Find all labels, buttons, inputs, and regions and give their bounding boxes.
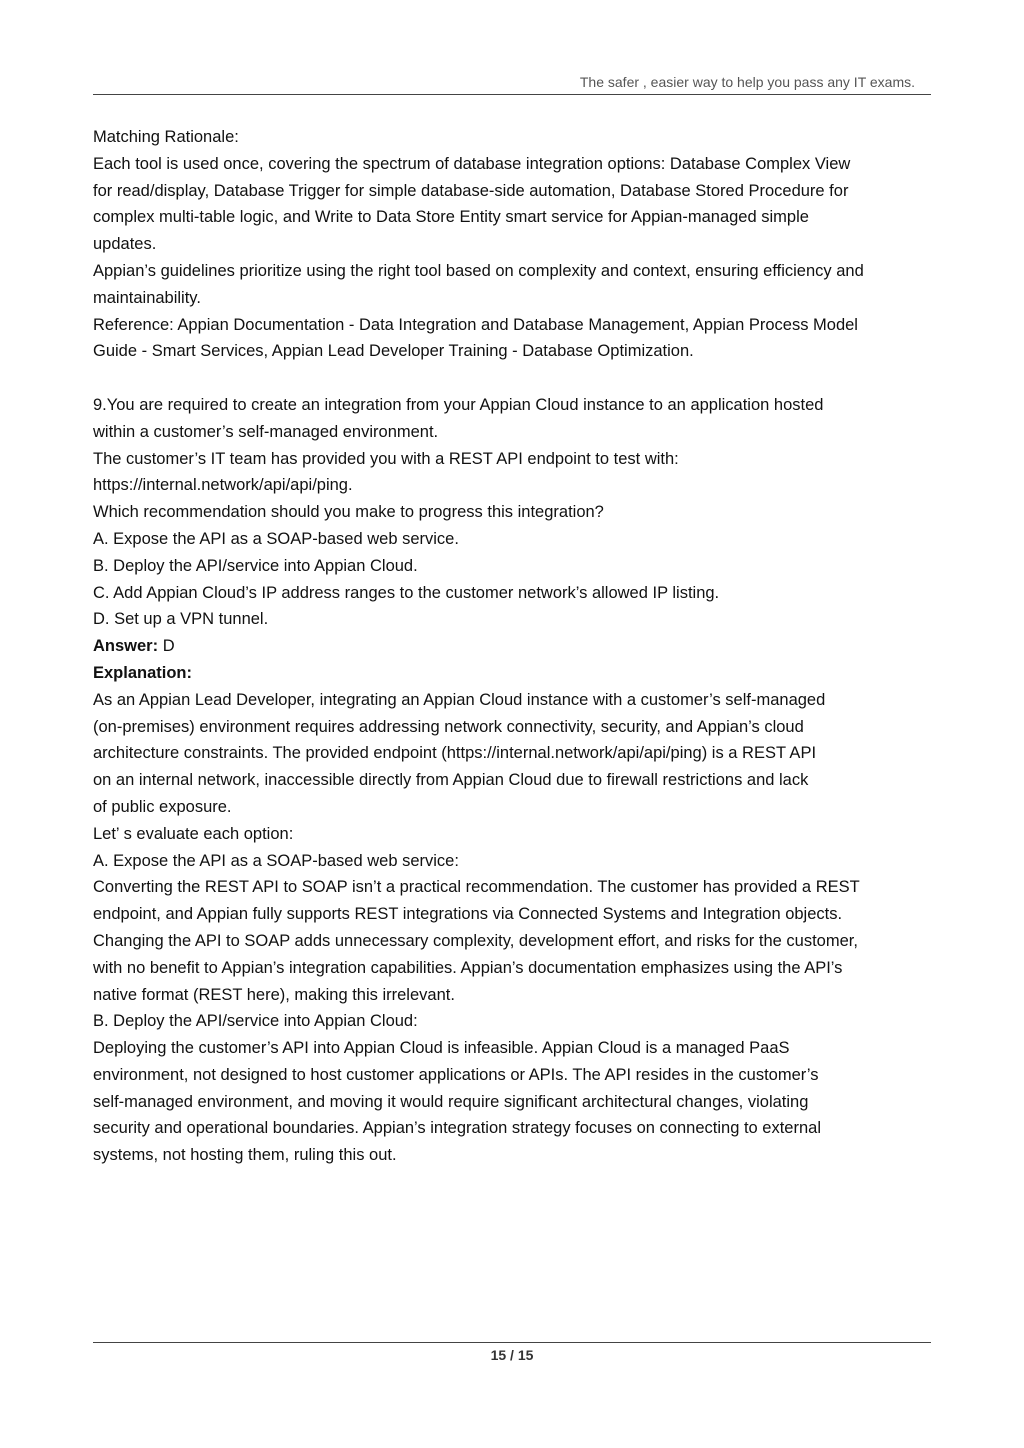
option-a-text: endpoint, and Appian fully supports REST integrations via Connected Systems and Integration objects. [93, 905, 843, 924]
question-stem-line: The customer’s IT team has provided you with a REST API endpoint to test with: [93, 449, 679, 468]
question-stem-line: within a customer’s self-managed environment. [93, 422, 439, 441]
page-footer [93, 1342, 931, 1363]
option-a-text: with no benefit to Appian’s integration capabilities. Appian’s documentation emphasizes using the API’s [93, 958, 843, 977]
option-b: B. Deploy the API/service into Appian Cloud. [93, 556, 418, 575]
page-header [93, 72, 931, 95]
option-b-heading: B. Deploy the API/service into Appian Cloud: [93, 1012, 418, 1031]
reference-line: Guide - Smart Services, Appian Lead Developer Training - Database Optimization. [93, 342, 694, 361]
rationale-line: updates. [93, 235, 157, 254]
answer-line [93, 633, 933, 660]
question-stem-line: 9.You are required to create an integration from your Appian Cloud instance to an application hosted [93, 395, 824, 414]
explanation-line: of public exposure. [93, 797, 232, 816]
rationale-line: Each tool is used once, covering the spectrum of database integration options: Database Complex View [93, 154, 851, 173]
explanation-line: architecture constraints. The provided endpoint (https://internal.network/api/api/ping) is a REST API [93, 744, 817, 763]
option-b-text: Deploying the customer’s API into Appian Cloud is infeasible. Appian Cloud is a managed PaaS [93, 1039, 790, 1058]
explanation-line: on an internal network, inaccessible directly from Appian Cloud due to firewall restrictions and lack [93, 771, 809, 790]
rationale-line: Appian’s guidelines prioritize using the right tool based on complexity and context, ensuring efficiency and [93, 261, 864, 280]
answer-value: D [158, 637, 175, 656]
option-b-text: systems, not hosting them, ruling this out. [93, 1146, 397, 1165]
spacer [93, 365, 933, 392]
answer-label: Answer: [93, 637, 159, 656]
option-a-text: Changing the API to SOAP adds unnecessary complexity, development effort, and risks for the customer, [93, 931, 858, 950]
rationale-line: maintainability. [93, 288, 201, 307]
option-a-heading: A. Expose the API as a SOAP-based web service: [93, 851, 459, 870]
explanation-line: As an Appian Lead Developer, integrating an Appian Cloud instance with a customer’s self-managed [93, 690, 826, 709]
question-stem-line: Which recommendation should you make to progress this integration? [93, 503, 604, 522]
explanation-label: Explanation: [93, 663, 193, 682]
option-b-text: environment, not designed to host customer applications or APIs. The API resides in the customer’s [93, 1065, 819, 1084]
question-stem-line: https://internal.network/api/api/ping. [93, 476, 353, 495]
explanation-line: (on-premises) environment requires addressing network connectivity, security, and Appian’s cloud [93, 717, 804, 736]
reference-line: Reference: Appian Documentation - Data Integration and Database Management, Appian Process Model [93, 315, 858, 334]
rationale-line: for read/display, Database Trigger for simple database-side automation, Database Stored Procedure for [93, 181, 849, 200]
option-a: A. Expose the API as a SOAP-based web service. [93, 529, 459, 548]
option-b-text: self-managed environment, and moving it would require significant architectural changes, violating [93, 1092, 809, 1111]
document-body [93, 124, 933, 1169]
rationale-line: complex multi-table logic, and Write to Data Store Entity smart service for Appian-managed simple [93, 208, 809, 227]
option-a-text: Converting the REST API to SOAP isn’t a practical recommendation. The customer has provided a REST [93, 878, 860, 897]
page-number: 15 / 15 [490, 1347, 534, 1363]
option-d: D. Set up a VPN tunnel. [93, 610, 269, 629]
evaluate-line: Let’ s evaluate each option: [93, 824, 294, 843]
option-c: C. Add Appian Cloud’s IP address ranges to the customer network’s allowed IP listing. [93, 583, 720, 602]
rationale-heading: Matching Rationale: [93, 128, 239, 146]
option-b-text: security and operational boundaries. Appian’s integration strategy focuses on connecting to external [93, 1119, 821, 1138]
option-a-text: native format (REST here), making this irrelevant. [93, 985, 455, 1004]
header-tagline: The safer , easier way to help you pass any IT exams. [579, 74, 915, 90]
